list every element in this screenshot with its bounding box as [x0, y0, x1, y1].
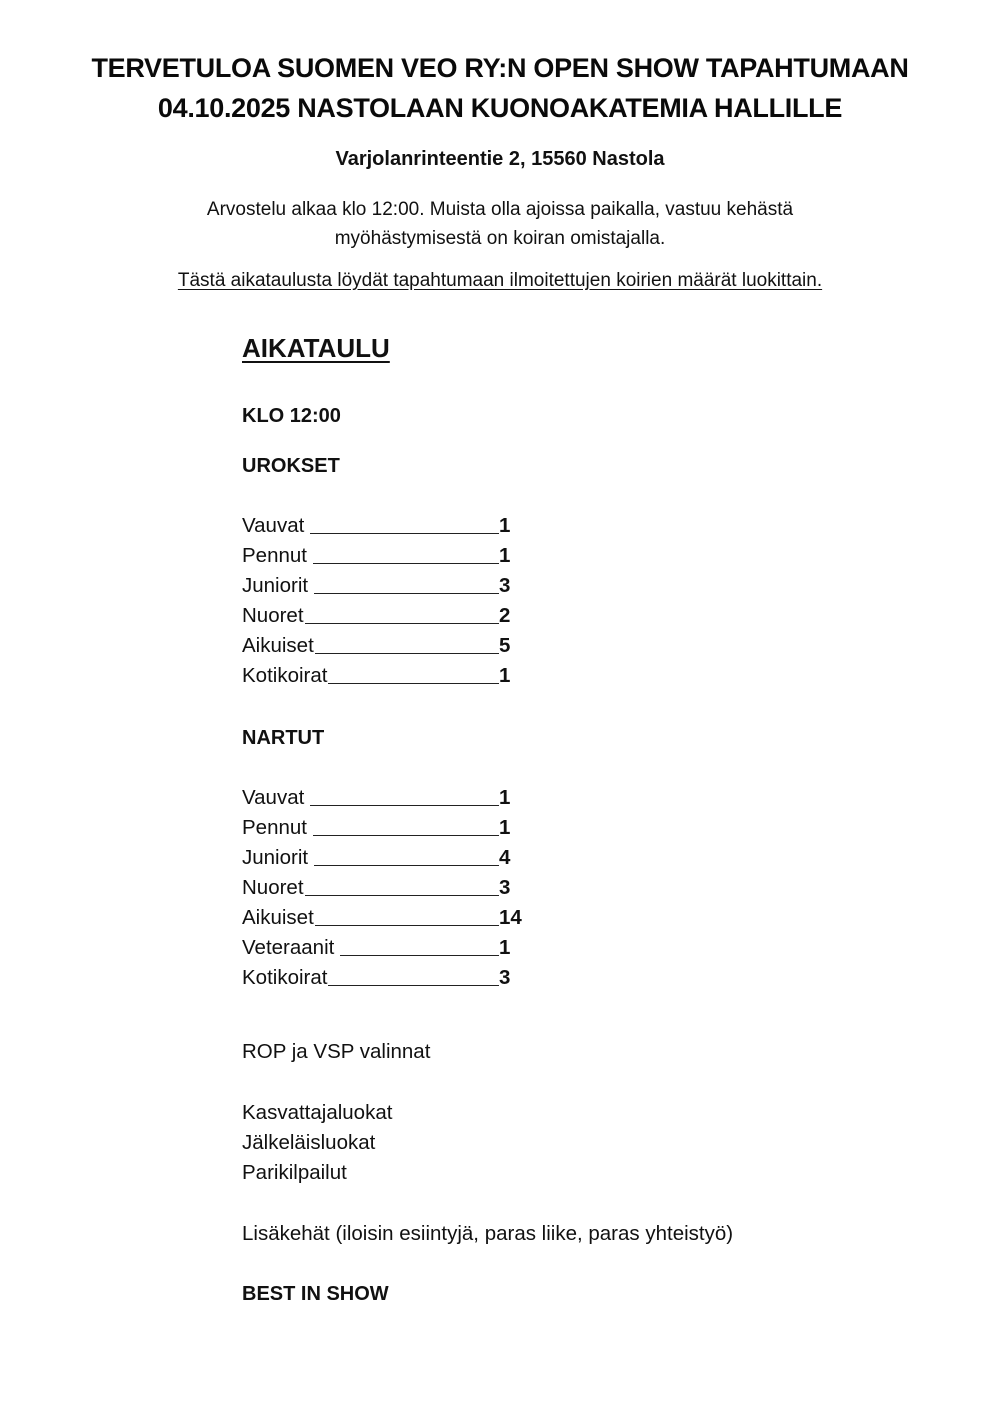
class-count: 1: [499, 786, 511, 809]
leader-line: [313, 834, 499, 836]
leader-line: [314, 592, 499, 594]
class-name: Juniorit: [242, 574, 309, 597]
rop-vsp-selection: ROP ja VSP valinnat: [242, 1040, 431, 1063]
class-row-males-5: [242, 661, 510, 691]
leader-line: [305, 894, 499, 896]
class-name: Aikuiset: [242, 906, 314, 929]
class-name: Vauvat: [242, 514, 305, 537]
class-row-females-0: [242, 783, 510, 813]
leader-line: [310, 532, 499, 534]
class-name: Aikuiset: [242, 634, 314, 657]
class-count: 4: [499, 846, 511, 869]
class-count: 14: [499, 906, 522, 929]
group-class-pairs: Parikilpailut: [242, 1161, 347, 1184]
class-row-females-3: [242, 873, 510, 903]
class-row-females-2: [242, 843, 510, 873]
leader-line: [315, 924, 499, 926]
leader-line: [340, 954, 499, 956]
start-time: KLO 12:00: [242, 405, 341, 427]
leader-line: [310, 804, 499, 806]
class-row-females-1: [242, 813, 510, 843]
class-count: 1: [499, 514, 511, 537]
class-row-males-1: [242, 541, 510, 571]
class-row-females-5: [242, 933, 510, 963]
intro-text: [0, 195, 1000, 253]
class-count: 5: [499, 634, 511, 657]
class-name: Nuoret: [242, 876, 304, 899]
title-line-2: 04.10.2025 NASTOLAAN KUONOAKATEMIA HALLILLE: [157, 93, 843, 123]
class-count: 3: [499, 966, 511, 989]
class-name: Pennut: [242, 816, 307, 839]
males-heading: UROKSET: [242, 455, 340, 477]
females-heading: NARTUT: [242, 727, 325, 749]
class-name: Veteraanit: [242, 936, 335, 959]
group-class-progeny: Jälkeläisluokat: [242, 1131, 376, 1154]
schedule-note: Tästä aikataulusta löydät tapahtumaan ilmoitettujen koirien määrät luokittain.: [177, 270, 823, 291]
leader-line: [315, 652, 499, 654]
leader-line: [328, 682, 499, 684]
class-name: Kotikoirat: [242, 966, 328, 989]
leader-line: [313, 562, 499, 564]
class-count: 1: [499, 664, 511, 687]
intro-line-2: myöhästymisestä on koiran omistajalla.: [334, 228, 666, 249]
class-count: 1: [499, 936, 511, 959]
title-line-1: TERVETULOA SUOMEN VEO RY:N OPEN SHOW TAPAHTUMAAN: [91, 53, 909, 83]
leader-line: [328, 984, 499, 986]
class-name: Vauvat: [242, 786, 305, 809]
class-row-males-2: [242, 571, 510, 601]
class-count: 3: [499, 574, 511, 597]
class-row-females-4: [242, 903, 522, 933]
class-count: 3: [499, 876, 511, 899]
class-row-females-6: [242, 963, 510, 993]
leader-line: [314, 864, 499, 866]
best-in-show: BEST IN SHOW: [242, 1283, 389, 1305]
intro-line-1: Arvostelu alkaa klo 12:00. Muista olla ajoissa paikalla, vastuu kehästä: [206, 199, 794, 220]
class-count: 2: [499, 604, 511, 627]
class-row-males-4: [242, 631, 510, 661]
class-count: 1: [499, 544, 511, 567]
class-row-males-3: [242, 601, 510, 631]
class-name: Nuoret: [242, 604, 304, 627]
class-name: Juniorit: [242, 846, 309, 869]
leader-line: [305, 622, 499, 624]
class-count: 1: [499, 816, 511, 839]
group-class-breeders: Kasvattajaluokat: [242, 1101, 393, 1124]
class-name: Kotikoirat: [242, 664, 328, 687]
schedule-heading: AIKATAULU: [242, 333, 390, 363]
extra-rings: Lisäkehät (iloisin esiintyjä, paras liike, paras yhteistyö): [242, 1222, 734, 1245]
class-name: Pennut: [242, 544, 307, 567]
venue-address: Varjolanrinteentie 2, 15560 Nastola: [335, 148, 665, 170]
class-row-males-0: [242, 511, 510, 541]
